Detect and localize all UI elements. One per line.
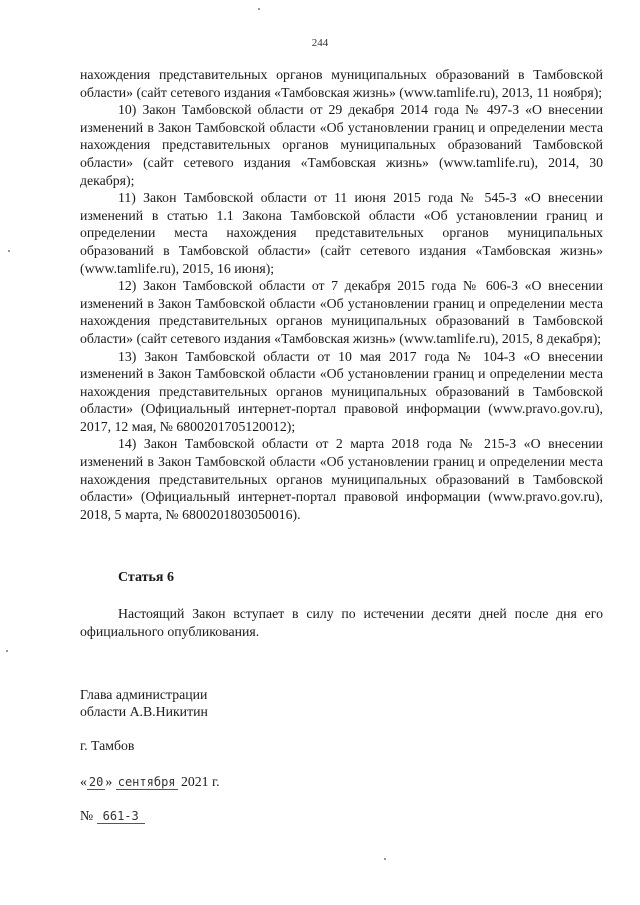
date-open-quote: «	[80, 774, 87, 789]
law-list	[80, 66, 603, 523]
signature-title: Глава администрации	[80, 687, 208, 702]
list-item-13: 13) Закон Тамбовской области от 10 мая 2017 года № 104-З «О внесении изменений в Закон Тамбовской области «Об установлении границ и определении места нахождения представительных органов муниципальных образований в Тамбовской области» (Официальный интернет-портал правовой информации (www.pravo.gov.ru), 2017, 12 мая, № 6800201705120012);	[80, 348, 603, 434]
paragraph-continuation: нахождения представительных органов муниципальных образований в Тамбовской области» (сайт сетевого издания «Тамбовская жизнь» (www.tamlife.ru), 2013, 11 ноября);	[80, 67, 603, 100]
list-item-11: 11) Закон Тамбовской области от 11 июня 2015 года № 545-З «О внесении изменений в статью 1.1 Закона Тамбовской области «Об установлении границ и определении места нахождения представительных органов муниципальных образований в Тамбовской области» (сайт сетевого издания «Тамбовская жизнь» (www.tamlife.ru), 2015, 16 июня);	[80, 190, 603, 276]
article-text: Настоящий Закон вступает в силу по истечении десяти дней после дня его официального опубликования.	[80, 606, 603, 639]
date-close-quote: »	[105, 774, 113, 789]
scan-speck	[384, 858, 386, 860]
scan-speck	[258, 8, 260, 10]
signing-date	[80, 774, 220, 790]
city: г. Тамбов	[80, 738, 135, 753]
number-value: 661-З	[97, 809, 145, 824]
law-number	[80, 808, 145, 824]
date-year: 2021 г.	[180, 774, 220, 789]
signature-block	[80, 686, 208, 720]
number-sign: №	[80, 808, 94, 823]
scan-speck	[6, 650, 8, 652]
date-month: сентября	[117, 775, 176, 789]
list-item-12: 12) Закон Тамбовской области от 7 декабря 2015 года № 606-З «О внесении изменений в Закон Тамбовской области «Об установлении границ и определении места нахождения представительных органов муниципальных образований в Тамбовской области» (сайт сетевого издания «Тамбовская жизнь» (www.tamlife.ru), 2015, 8 декабря);	[80, 278, 603, 346]
scan-speck	[8, 250, 10, 252]
page-number: 244	[311, 37, 329, 49]
date-day: 20	[88, 775, 104, 789]
list-item-14: 14) Закон Тамбовской области от 2 марта 2018 года № 215-З «О внесении изменений в Закон Тамбовской области «Об установлении границ и определении места нахождения представительных органов муниципальных образований в Тамбовской области» (Официальный интернет-портал правовой информации (www.pravo.gov.ru), 2018, 5 марта, № 6800201803050016).	[80, 436, 603, 522]
article-heading: Статья 6	[118, 570, 174, 585]
signature-name: области А.В.Никитин	[80, 704, 208, 719]
list-item-10: 10) Закон Тамбовской области от 29 декабря 2014 года № 497-З «О внесении изменений в Закон Тамбовской области «Об установлении границ и определении места нахождения представительных органов муниципальных образований Тамбовской области» (сайт сетевого издания «Тамбовская жизнь» (www.tamlife.ru), 2014, 30 декабря);	[80, 102, 603, 188]
